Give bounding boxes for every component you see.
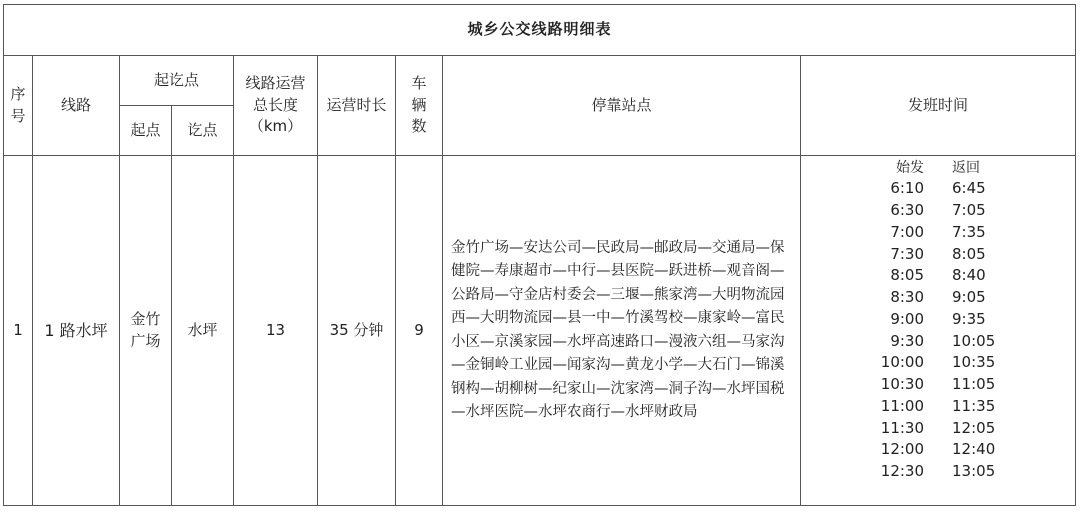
return-time: 7:05 — [952, 201, 986, 220]
schedule-row — [801, 396, 1075, 418]
depart-time: 12:00 — [880, 440, 925, 459]
return-time: 10:35 — [952, 353, 996, 372]
schedule-list — [801, 158, 1075, 483]
cell-route: 1 路水坪 — [33, 156, 120, 506]
header-seq: 序号 — [4, 56, 33, 156]
schedule-row — [801, 244, 1075, 266]
return-time: 6:45 — [952, 179, 986, 198]
return-time: 11:05 — [952, 375, 996, 394]
header-end: 讫点 — [172, 106, 234, 156]
depart-time: 11:30 — [880, 418, 925, 437]
schedule-row — [801, 222, 1075, 244]
return-time: 7:35 — [952, 222, 986, 241]
cell-end: 水坪 — [172, 156, 234, 506]
depart-time: 7:00 — [890, 222, 925, 241]
table-row — [4, 156, 1076, 506]
cell-start: 金竹广场 — [120, 156, 172, 506]
depart-time: 8:30 — [890, 288, 925, 307]
header-stops: 停靠站点 — [443, 56, 801, 156]
return-time: 9:05 — [952, 288, 986, 307]
header-duration: 运营时长 — [318, 56, 396, 156]
cell-seq: 1 — [4, 156, 33, 506]
depart-time: 8:05 — [890, 266, 925, 285]
schedule-head-depart: 始发 — [896, 160, 925, 176]
depart-time: 9:30 — [890, 331, 925, 350]
return-time: 8:40 — [952, 266, 986, 285]
header-length: 线路运营总长度（km） — [234, 56, 318, 156]
cell-duration: 35 分钟 — [318, 156, 396, 506]
schedule-row — [801, 418, 1075, 440]
cell-schedule — [801, 156, 1076, 506]
header-route: 线路 — [33, 56, 120, 156]
return-time: 9:35 — [952, 309, 986, 328]
schedule-row — [801, 374, 1075, 396]
table-title: 城乡公交线路明细表 — [4, 5, 1076, 56]
schedule-row — [801, 200, 1075, 222]
cell-vehicles: 9 — [396, 156, 443, 506]
schedule-row — [801, 461, 1075, 483]
depart-time: 6:30 — [890, 201, 925, 220]
schedule-row — [801, 309, 1075, 331]
depart-time: 10:00 — [880, 353, 925, 372]
return-time: 10:05 — [952, 331, 996, 350]
route-table — [3, 4, 1076, 506]
depart-time: 6:10 — [890, 179, 925, 198]
schedule-head-return: 返回 — [952, 160, 981, 176]
schedule-row — [801, 331, 1075, 353]
depart-time: 11:00 — [880, 396, 925, 415]
return-time: 12:40 — [952, 440, 996, 459]
schedule-row — [801, 352, 1075, 374]
depart-time: 10:30 — [880, 375, 925, 394]
depart-time: 9:00 — [890, 309, 925, 328]
schedule-row — [801, 287, 1075, 309]
header-schedule: 发班时间 — [801, 56, 1076, 156]
depart-time: 7:30 — [890, 244, 925, 263]
cell-length: 13 — [234, 156, 318, 506]
schedule-row — [801, 439, 1075, 461]
schedule-row — [801, 178, 1075, 200]
header-endpoints: 起讫点 — [120, 56, 234, 106]
return-time: 8:05 — [952, 244, 986, 263]
return-time: 12:05 — [952, 418, 996, 437]
return-time: 11:35 — [952, 396, 996, 415]
return-time: 13:05 — [952, 462, 996, 481]
cell-stops: 金竹广场—安达公司—民政局—邮政局—交通局—保健院—寿康超市—中行—县医院—跃进桥—观音阁—公路局—守金店村委会—三堰—熊家湾—大明物流园西—大明物流园—县一中—竹溪驾校—康家岭—富民小区—京溪家园—水坪高速路口—漫液六组—马家沟—金铜岭工业园—闻家沟—黄龙小学—大石门—锦溪钢构—胡柳树—纪家山—沈家湾—洞子沟—水坪国税—水坪医院—水坪农商行—水坪财政局 — [443, 156, 801, 506]
header-vehicles: 车辆数 — [396, 56, 443, 156]
header-start: 起点 — [120, 106, 172, 156]
schedule-row — [801, 265, 1075, 287]
depart-time: 12:30 — [880, 462, 925, 481]
